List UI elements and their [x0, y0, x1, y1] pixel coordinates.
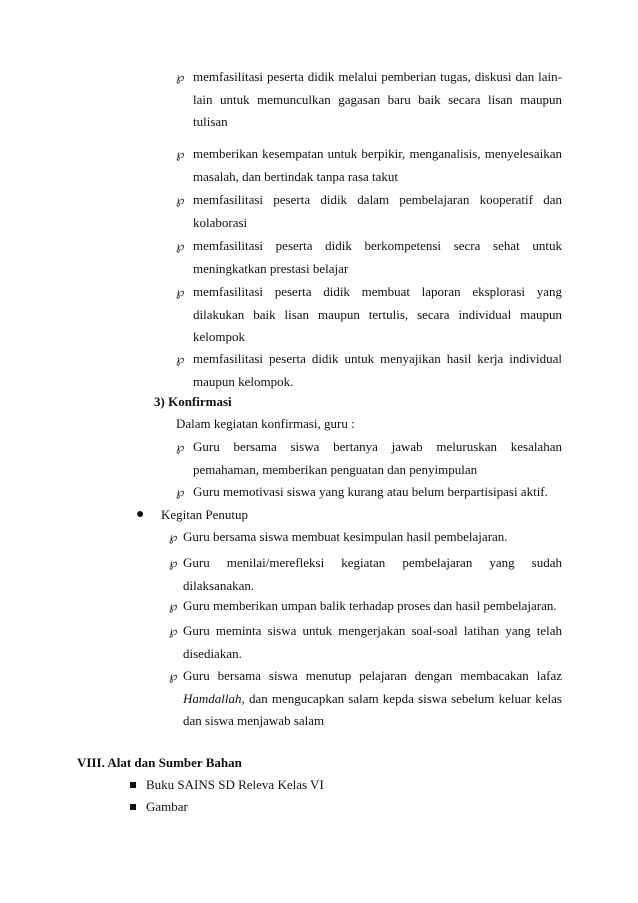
- bullet-icon: ℘: [176, 193, 185, 207]
- text-line: Guru bersama siswa membuat kesimpulan hasil pembelajaran.: [183, 529, 508, 544]
- list-item-book: Buku SAINS SD Releva Kelas VI: [146, 777, 324, 792]
- list-item: [176, 66, 562, 134]
- list-item: [169, 595, 562, 618]
- bullet-icon: ℘: [176, 239, 185, 253]
- bullet-icon: ℘: [176, 147, 185, 161]
- bullet-icon: ℘: [176, 70, 185, 84]
- list-item: [169, 552, 562, 597]
- text-line: dan siswa menjawab salam: [183, 713, 325, 728]
- bullet-icon: ℘: [176, 285, 185, 299]
- text-line: memberikan kesempatan untuk berpikir, menganalisis, menyelesaikan: [193, 146, 562, 161]
- italic-term: Hamdallah: [183, 690, 242, 706]
- text-line: Guru memotivasi siswa yang kurang atau belum berpartisipasi aktif.: [193, 484, 548, 499]
- bullet-icon: ℘: [169, 599, 178, 613]
- text-line: memfasilitasi peserta didik untuk menyajikan hasil kerja individual: [193, 351, 562, 366]
- text-line: meningkatkan prestasi belajar: [193, 260, 349, 276]
- list-item: [176, 189, 562, 234]
- square-bullet-icon: [130, 782, 136, 788]
- list-item: [169, 665, 562, 733]
- text-line: [183, 688, 562, 711]
- list-item: [176, 481, 562, 504]
- text-line: pemahaman, memberikan penguatan dan penyimpulan: [193, 461, 478, 477]
- text-line: dilaksanakan.: [183, 577, 255, 593]
- text-line: tulisan: [193, 114, 228, 129]
- text-line: memfasilitasi peserta didik melalui pemberian tugas, diskusi dan lain-: [193, 69, 562, 84]
- list-item: [169, 526, 562, 549]
- text-line: lain untuk memunculkan gagasan baru baik secara lisan maupun: [193, 91, 562, 107]
- text-line: memfasilitasi peserta didik membuat laporan eksplorasi yang: [193, 284, 562, 299]
- list-item: [169, 620, 562, 665]
- bullet-icon: ℘: [176, 485, 185, 499]
- list-item: [176, 235, 562, 280]
- text-span: , dan mengucapkan salam kepda siswa sebelum keluar kelas: [241, 690, 562, 706]
- square-bullet-icon: [130, 804, 136, 810]
- list-item: [176, 281, 562, 349]
- text-line: memfasilitasi peserta didik berkompetensi secra sehat untuk: [193, 238, 562, 253]
- section-heading-penutup: Kegitan Penutup: [161, 507, 249, 522]
- text-line: memfasilitasi peserta didik dalam pembelajaran kooperatif dan: [193, 192, 562, 207]
- section-heading-viii: VIII. Alat dan Sumber Bahan: [77, 755, 242, 770]
- text-line: Guru bersama siswa bertanya jawab meluruskan kesalahan: [193, 439, 562, 454]
- bullet-dot-icon: ●: [136, 507, 145, 522]
- text-line: kolaborasi: [193, 214, 248, 230]
- text-line: disediakan.: [183, 645, 242, 661]
- bullet-icon: ℘: [176, 440, 185, 454]
- text-line: Guru memberikan umpan balik terhadap proses dan hasil pembelajaran.: [183, 598, 557, 613]
- bullet-icon: ℘: [176, 352, 185, 366]
- text-line: maupun kelompok.: [193, 373, 294, 389]
- konfirmasi-intro: Dalam kegiatan konfirmasi, guru :: [176, 416, 355, 431]
- bullet-icon: ℘: [169, 669, 178, 683]
- bullet-icon: ℘: [169, 530, 178, 544]
- list-item-picture: Gambar: [146, 799, 188, 814]
- text-line: Guru menilai/merefleksi kegiatan pembelajaran yang sudah: [183, 555, 562, 570]
- text-line: Guru bersama siswa menutup pelajaran dengan membacakan lafaz: [183, 668, 562, 683]
- text-line: masalah, dan bertindak tanpa rasa takut: [193, 168, 399, 184]
- text-line: Guru meminta siswa untuk mengerjakan soal-soal latihan yang telah: [183, 623, 562, 638]
- bullet-icon: ℘: [169, 624, 178, 638]
- list-item: [176, 436, 562, 481]
- section-heading-konfirmasi: 3) Konfirmasi: [154, 394, 232, 409]
- text-line: kelompok: [193, 329, 245, 344]
- list-item: [176, 348, 562, 393]
- bullet-icon: ℘: [169, 556, 178, 570]
- list-item: [176, 143, 562, 188]
- text-line: dilakukan baik lisan maupun tertulis, secara individual maupun: [193, 306, 562, 322]
